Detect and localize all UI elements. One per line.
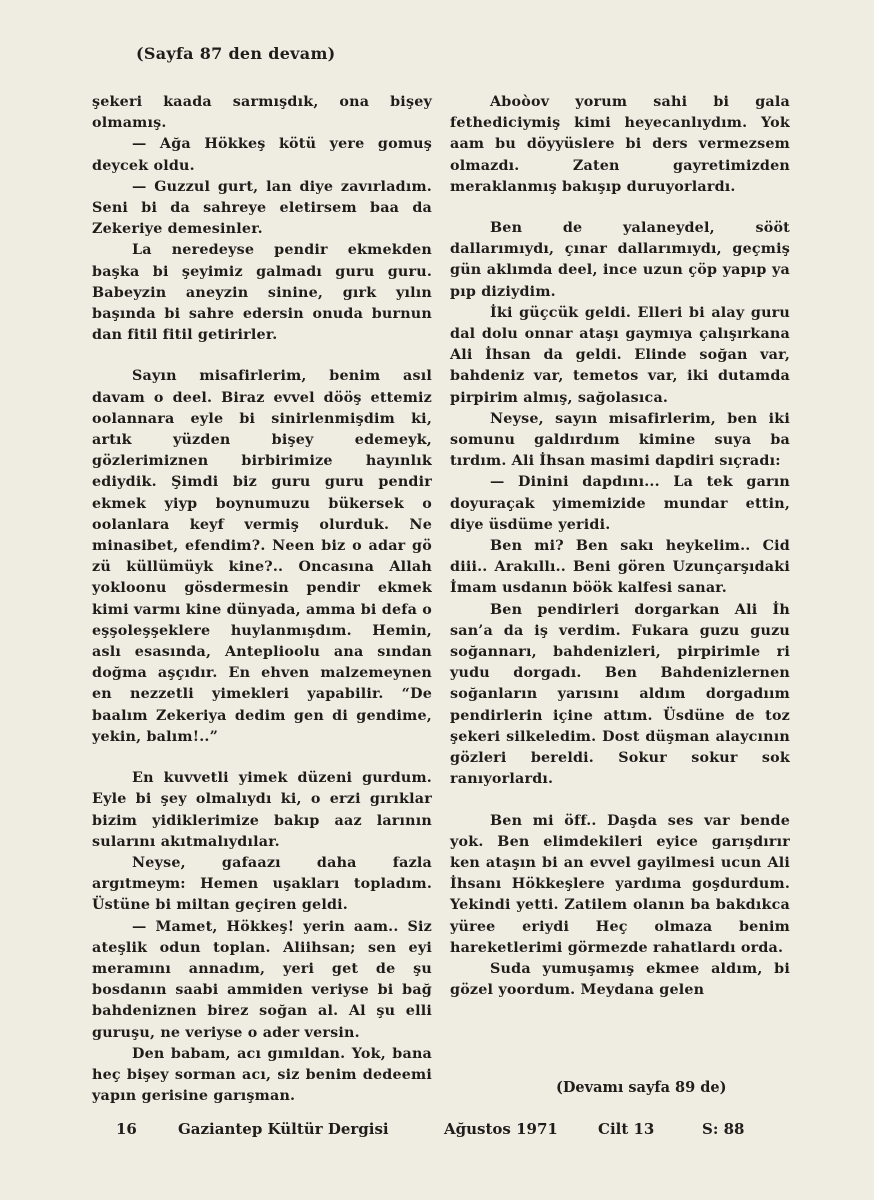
issue-date: Ağustos 1971 xyxy=(444,1120,558,1138)
paragraph: — Mamet, Hökkeş! yerin aam.. Siz ateşlik odun toplan. Aliihsan; sen eyi meramını annadım, yeri get de şu bosdanın saabi ammiden veriyse bi bağ bahdeniznen birez soğan al. Al şu elli guruşu, ne veriyse o ader versin. xyxy=(92,918,432,1041)
continued-from-note: (Sayfa 87 den devam) xyxy=(136,44,336,63)
paragraph: — Dinini dapdını... La tek garın doyuraçak yimemizide mundar ettin, diye üsdüme yeridi. xyxy=(450,474,790,533)
paragraph: İki güçcük geldi. Elleri bi alay guru dal dolu onnar ataşı gaymıya çalışırkana Ali İhsan da geldi. Elinde soğan var, bahdeniz var, temetos var, iki dutamda pirpirim almış, sağolasıca. xyxy=(450,304,790,406)
paragraph: Ben mi? Ben sakı heykelim.. Cid diii.. Arakıllı.. Beni gören Uzunçarşıdaki İmam usdanın böök kalfesi sanar. xyxy=(450,538,790,597)
paragraph: — Ağa Hökkeş kötü yere gomuş deycek oldu. xyxy=(92,136,432,174)
paragraph: Ben mi öff.. Daşda ses var bende yok. Ben elimdekileri eyice garışdırır ken ataşın bi an evvel gayilmesi ucun Ali İhsanı Hökkeşlere yardıma goşdurdum. Yekindi yetti. Zatilem olanın ba bakdıkca yüree eriydi Heç olmaza benim hareketlerimi görmezde rahatlardı orda. xyxy=(450,812,790,956)
paragraph: Neyse, gafaazı daha fazla argıtmeym: Hemen uşakları topladım. Üstüne bi miltan geçiren geldi. xyxy=(92,854,432,914)
paragraph: Neyse, sayın misafirlerim, ben iki somunu galdırdıım kimine suya ba tırdım. Ali İhsan masimi dapdiri sıçradı: xyxy=(450,410,790,470)
paragraph: Den babam, acı gımıldan. Yok, bana heç bişey sorman acı, siz benim dedeemi yapın gerisine garışman. xyxy=(92,1045,432,1105)
paragraph: — Guzzul gurt, lan diye zavırladım. Seni bi da sahreye eletirsem baa da Zekeriye demesinler. xyxy=(92,178,432,238)
issue-number: S: 88 xyxy=(702,1120,745,1138)
page-number: 16 xyxy=(116,1120,137,1138)
magazine-title: Gaziantep Kültür Dergisi xyxy=(178,1120,389,1138)
paragraph: Ben de yalaneydel, sööt dallarımıydı, çınar dallarımıydı, geçmiş gün aklımda deel, ince uzun çöp yapıp ya pıp diziydim. xyxy=(450,220,790,300)
paragraph: Sayın misafirlerim, benim asıl davam o deel. Biraz evvel dööş ettemiz oolannara eyle bi sinirlenmişdim ki, artık yüzden bişey edemeyk, gözlerimiznen birbirimize hayınlık ediydik. Şimdi biz guru guru pendir ekmek yiyp boynumuzu bükersek o oolanlara keyf vermiş olurduk. Ne minasibet, efendim?. Neen biz o adar gö zü küllümüyk kine?.. Oncasına Allah yokloonu gösdermesin pendir ekmek kimi varmı kine dünyada, amma bi defa o eşşoleşşeklere huylanmışdım. Hemin, aslı esasında, Anteplioolu ana sından doğma aşçıdır. En ehven malzemeynen en nezzetli yimekleri yapabilir. “De baalım Zekeriya dedim gen di gendime, yekin, balım!..” xyxy=(92,368,432,745)
paragraph: Aboòov yorum sahi bi gala fethediciymiş kimi heyecanlıydım. Yok aam bu döyyüslere bi ders vermezsem olmazdı. Zaten gayretimizden meraklanmış bakışıp duruyorlardı. xyxy=(450,94,790,195)
paragraph: En kuvvetli yimek düzeni gurdum. Eyle bi şey olmalıydı ki, o erzi gırıklar bizim yidiklerimize bakıp aaz larının sularını akıtmalıydılar. xyxy=(92,770,432,850)
paragraph: şekeri kaada sarmışdık, ona bişey olmamış. xyxy=(92,94,432,132)
paragraph: La neredeyse pendir ekmekden başka bi şeyimiz galmadı guru guru. Babeyzin aneyzin sinine, gırk yılın başında bi sahre edersin onuda burnun dan fitil fitil getirirler. xyxy=(92,242,432,344)
paragraph: Ben pendirleri dorgarkan Ali İh san’a da iş verdim. Fukara guzu guzu soğannarı, bahdenizleri, pirpirimle ri yudu dorgadı. Ben Bahdenizlernen soğanların yarısını aldım dorgadıım pendirlerin içine attım. Üsdüne de toz şekeri silkeledim. Dost düşman alaycının gözleri bereldi. Sokur sokur sok ranıyorlardı. xyxy=(450,601,790,788)
volume-number: Cilt 13 xyxy=(598,1120,655,1138)
paragraph: Suda yumuşamış ekmee aldım, bi gözel yoordum. Meydana gelen xyxy=(450,960,790,999)
right-column xyxy=(450,92,790,1001)
left-column xyxy=(92,92,432,1107)
continuation-note: (Devamı sayfa 89 de) xyxy=(556,1079,727,1096)
